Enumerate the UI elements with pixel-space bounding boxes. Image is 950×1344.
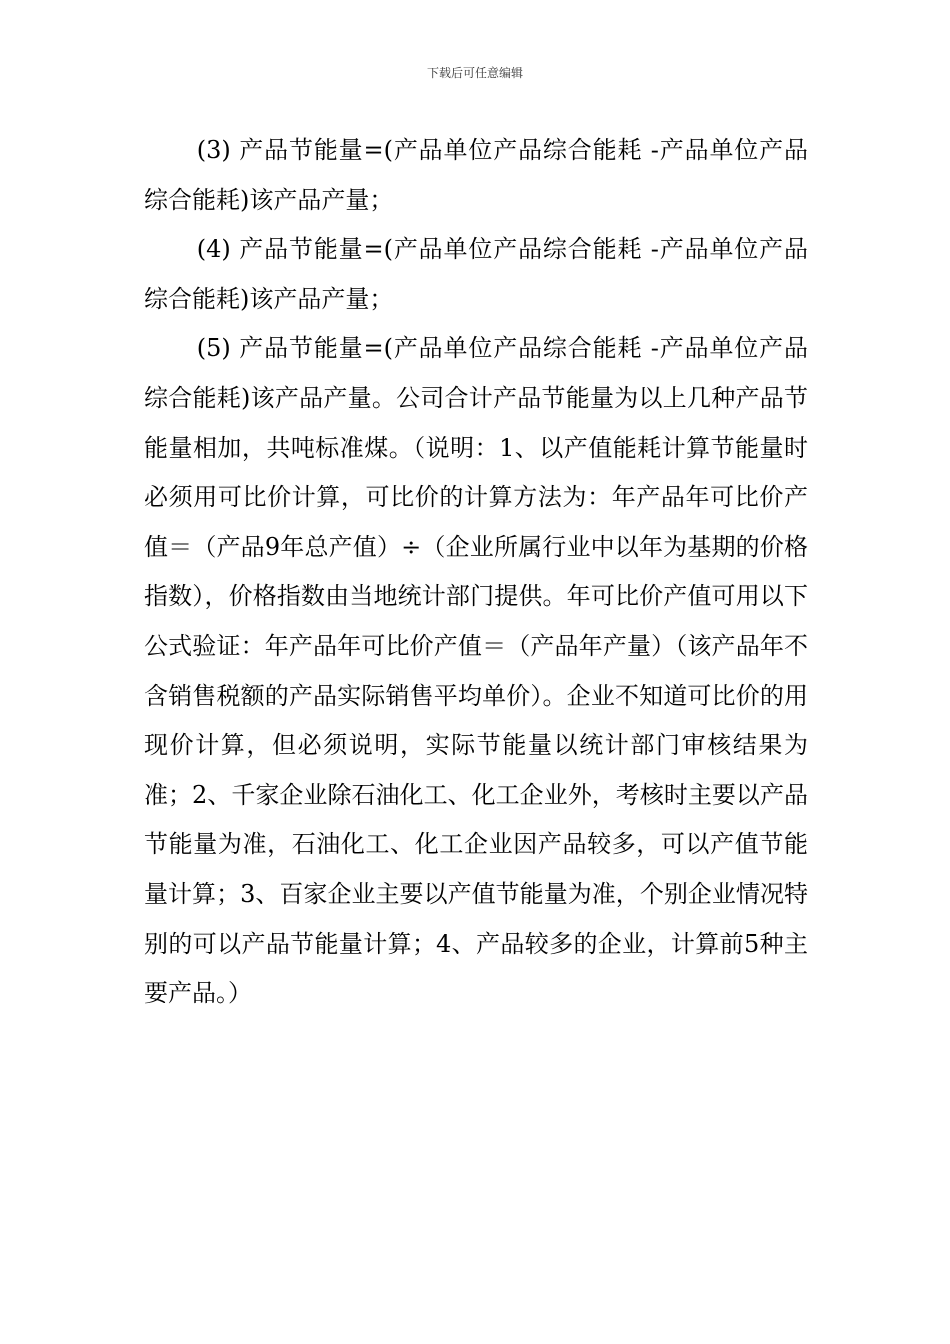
paragraph-formula-4: (4) 产品节能量=(产品单位产品综合能耗 -产品单位产品综合能耗)该产品产量； xyxy=(144,235,808,313)
paragraph-formula-3: (3) 产品节能量=(产品单位产品综合能耗 -产品单位产品综合能耗)该产品产量； xyxy=(144,136,808,214)
document-body xyxy=(144,126,808,1019)
page-header: 下载后可任意编辑 xyxy=(426,66,523,80)
paragraph-formula-5-notes: (5) 产品节能量=(产品单位产品综合能耗 -产品单位产品综合能耗)该产品产量。公司合计产品节能量为以上几种产品节能量相加，共吨标准煤。（说明：1、以产值能耗计算节能量时必须用可比价计算，可比价的计算方法为：年产品年可比价产值＝（产品9年总产值）÷（企业所属行业中以年为基期的价格指数），价格指数由当地统计部门提供。年可比价产值可用以下公式验证：年产品年可比价产值＝（产品年产量）（该产品年不含销售税额的产品实际销售平均单价）。企业不知道可比价的用现价计算，但必须说明，实际节能量以统计部门审核结果为准；2、千家企业除石油化工、化工企业外，考核时主要以产品节能量为准，石油化工、化工企业因产品较多，可以产值节能量计算；3、百家企业主要以产值节能量为准，个别企业情况特别的可以产品节能量计算；4、产品较多的企业，计算前5种主要产品。） xyxy=(144,334,808,1008)
